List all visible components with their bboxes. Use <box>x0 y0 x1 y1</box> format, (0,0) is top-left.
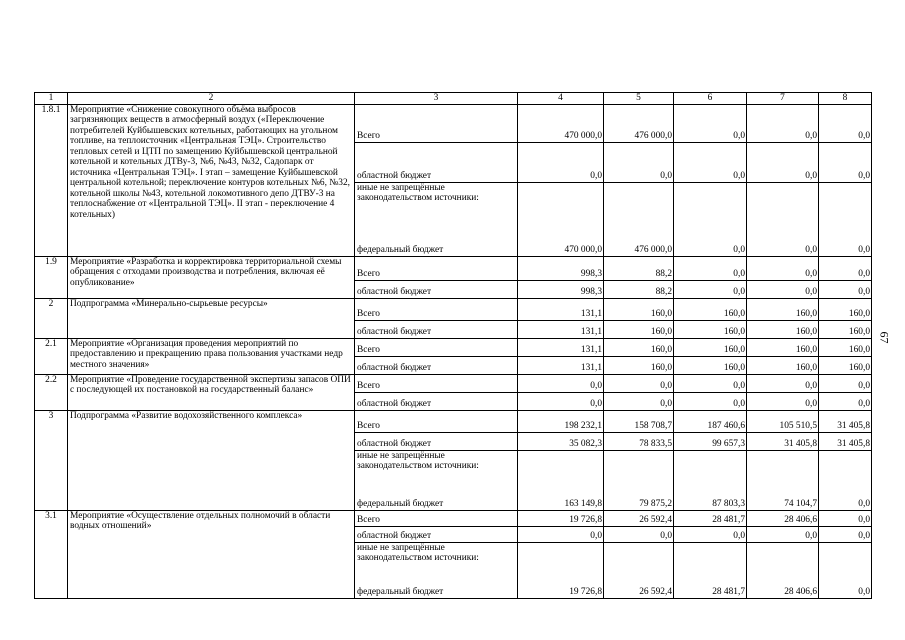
value-cell: 31 405,8 <box>819 432 872 450</box>
value-cell: 160,0 <box>604 298 674 320</box>
value-cell: 35 082,3 <box>518 432 604 450</box>
funding-source: федеральный бюджет <box>355 578 518 598</box>
table-row <box>35 256 872 280</box>
value-cell <box>674 542 747 578</box>
value-cell: 78 833,5 <box>604 432 674 450</box>
value-cell: 160,0 <box>604 338 674 356</box>
value-cell: 79 875,2 <box>604 492 674 510</box>
value-cell: 0,0 <box>747 374 819 392</box>
value-cell <box>747 182 819 234</box>
value-cell: 0,0 <box>604 526 674 542</box>
value-cell: 0,0 <box>819 256 872 280</box>
funding-source: Всего <box>355 374 518 392</box>
funding-source: федеральный бюджет <box>355 492 518 510</box>
value-cell: 28 481,7 <box>674 578 747 598</box>
value-cell: 0,0 <box>747 256 819 280</box>
value-cell <box>747 542 819 578</box>
funding-source: областной бюджет <box>355 356 518 374</box>
header-cell: 5 <box>604 93 674 105</box>
value-cell: 0,0 <box>747 142 819 182</box>
value-cell: 160,0 <box>674 338 747 356</box>
value-cell: 187 460,6 <box>674 410 747 432</box>
value-cell: 0,0 <box>674 142 747 182</box>
table-body <box>35 93 872 599</box>
funding-source: Всего <box>355 338 518 356</box>
value-cell: 31 405,8 <box>819 410 872 432</box>
funding-source: областной бюджет <box>355 432 518 450</box>
value-cell: 160,0 <box>747 338 819 356</box>
item-name: Мероприятие «Снижение совокупного объёма выбросов загрязняющих веществ в атмосферный воздух («Переключение потребителей Куйбышевских котельных, работающих на угольном топливе, на теплоисточник «Центральная ТЭЦ». Строительство тепловых сетей и ЦТП по замещению Куйбышевской центральной котельной и котельных ДТВу-3, №6, №43, №32, Садопарк от источника «Центральная ТЭЦ». I этап – замещение Куйбышевской центральной котельной; переключение контуров котельных №6, №32, котельной школы №43, котельной локомотивного депо ДТВУ-3 на теплоснабжение от «Центральной ТЭЦ». II этап - переключение 4 котельных) <box>68 104 355 256</box>
table-row <box>35 510 872 526</box>
value-cell: 0,0 <box>518 142 604 182</box>
table-row <box>35 104 872 142</box>
value-cell <box>604 182 674 234</box>
table-row <box>35 298 872 320</box>
value-cell: 0,0 <box>819 492 872 510</box>
funding-source: областной бюджет <box>355 526 518 542</box>
value-cell: 160,0 <box>604 356 674 374</box>
value-cell: 160,0 <box>819 298 872 320</box>
value-cell: 160,0 <box>674 320 747 338</box>
value-cell: 0,0 <box>604 374 674 392</box>
value-cell: 0,0 <box>819 234 872 256</box>
value-cell: 0,0 <box>819 392 872 410</box>
header-cell: 3 <box>355 93 518 105</box>
page-number: 67 <box>877 331 892 344</box>
value-cell <box>674 182 747 234</box>
value-cell: 99 657,3 <box>674 432 747 450</box>
value-cell <box>518 542 604 578</box>
item-number: 2.2 <box>35 374 68 410</box>
value-cell: 470 000,0 <box>518 234 604 256</box>
value-cell <box>819 182 872 234</box>
item-number: 3.1 <box>35 510 68 598</box>
value-cell: 160,0 <box>819 320 872 338</box>
item-name: Мероприятие «Разработка и корректировка территориальной схемы обращения с отходами производства и потребления, включая её опубликование» <box>68 256 355 298</box>
value-cell: 28 406,6 <box>747 578 819 598</box>
value-cell: 0,0 <box>747 392 819 410</box>
value-cell: 131,1 <box>518 338 604 356</box>
funding-source: Всего <box>355 104 518 142</box>
value-cell: 198 232,1 <box>518 410 604 432</box>
value-cell: 0,0 <box>518 526 604 542</box>
value-cell: 0,0 <box>674 256 747 280</box>
funding-source: областной бюджет <box>355 320 518 338</box>
item-name: Подпрограмма «Развитие водохозяйственного комплекса» <box>68 410 355 510</box>
value-cell <box>674 450 747 492</box>
value-cell: 160,0 <box>674 356 747 374</box>
table-row <box>35 338 872 356</box>
value-cell: 0,0 <box>604 392 674 410</box>
value-cell: 0,0 <box>674 526 747 542</box>
value-cell <box>518 450 604 492</box>
value-cell: 476 000,0 <box>604 104 674 142</box>
value-cell: 160,0 <box>819 356 872 374</box>
funding-source: иные не запрещённые законодательством источники: <box>355 542 518 578</box>
value-cell: 470 000,0 <box>518 104 604 142</box>
value-cell: 998,3 <box>518 256 604 280</box>
value-cell: 160,0 <box>747 298 819 320</box>
funding-source: областной бюджет <box>355 392 518 410</box>
item-name: Мероприятие «Проведение государственной экспертизы запасов ОПИ с последующей их постановкой на государственный баланс» <box>68 374 355 410</box>
value-cell: 0,0 <box>674 280 747 298</box>
item-number: 2 <box>35 298 68 338</box>
funding-source: областной бюджет <box>355 142 518 182</box>
value-cell: 163 149,8 <box>518 492 604 510</box>
value-cell: 26 592,4 <box>604 510 674 526</box>
header-cell: 7 <box>747 93 819 105</box>
value-cell: 0,0 <box>819 104 872 142</box>
value-cell: 0,0 <box>674 392 747 410</box>
value-cell: 131,1 <box>518 320 604 338</box>
value-cell <box>518 182 604 234</box>
funding-source: иные не запрещённые законодательством источники: <box>355 450 518 492</box>
value-cell: 0,0 <box>518 392 604 410</box>
value-cell: 28 481,7 <box>674 510 747 526</box>
value-cell: 26 592,4 <box>604 578 674 598</box>
header-cell: 4 <box>518 93 604 105</box>
item-name: Мероприятие «Осуществление отдельных полномочий в области водных отношений» <box>68 510 355 598</box>
value-cell: 0,0 <box>674 374 747 392</box>
header-cell: 2 <box>68 93 355 105</box>
value-cell <box>604 542 674 578</box>
value-cell: 88,2 <box>604 256 674 280</box>
value-cell: 19 726,8 <box>518 510 604 526</box>
funding-source: Всего <box>355 510 518 526</box>
value-cell: 0,0 <box>747 104 819 142</box>
item-number: 1.9 <box>35 256 68 298</box>
funding-source: Всего <box>355 410 518 432</box>
value-cell: 0,0 <box>819 374 872 392</box>
funding-source: Всего <box>355 256 518 280</box>
value-cell <box>819 542 872 578</box>
value-cell: 28 406,6 <box>747 510 819 526</box>
value-cell: 0,0 <box>747 526 819 542</box>
value-cell: 160,0 <box>747 356 819 374</box>
header-cell: 8 <box>819 93 872 105</box>
value-cell: 105 510,5 <box>747 410 819 432</box>
table-row <box>35 410 872 432</box>
value-cell: 131,1 <box>518 356 604 374</box>
funding-source: областной бюджет <box>355 280 518 298</box>
value-cell: 0,0 <box>604 142 674 182</box>
value-cell: 476 000,0 <box>604 234 674 256</box>
funding-source: иные не запрещённые законодательством источники: <box>355 182 518 234</box>
value-cell: 0,0 <box>819 280 872 298</box>
value-cell: 160,0 <box>604 320 674 338</box>
value-cell: 0,0 <box>819 510 872 526</box>
value-cell <box>604 450 674 492</box>
value-cell: 19 726,8 <box>518 578 604 598</box>
value-cell: 0,0 <box>819 142 872 182</box>
value-cell: 0,0 <box>747 280 819 298</box>
value-cell: 0,0 <box>518 374 604 392</box>
value-cell: 131,1 <box>518 298 604 320</box>
value-cell: 74 104,7 <box>747 492 819 510</box>
value-cell: 160,0 <box>747 320 819 338</box>
header-cell: 6 <box>674 93 747 105</box>
value-cell: 0,0 <box>674 234 747 256</box>
value-cell <box>747 450 819 492</box>
value-cell: 31 405,8 <box>747 432 819 450</box>
item-number: 1.8.1 <box>35 104 68 256</box>
value-cell: 87 803,3 <box>674 492 747 510</box>
item-name: Подпрограмма «Минерально-сырьевые ресурсы» <box>68 298 355 338</box>
value-cell: 0,0 <box>747 234 819 256</box>
value-cell: 998,3 <box>518 280 604 298</box>
item-name: Мероприятие «Организация проведения мероприятий по предоставлению и прекращению права пользования участками недр местного значения» <box>68 338 355 374</box>
item-number: 2.1 <box>35 338 68 374</box>
value-cell: 88,2 <box>604 280 674 298</box>
header-cell: 1 <box>35 93 68 105</box>
item-number: 3 <box>35 410 68 510</box>
value-cell: 160,0 <box>674 298 747 320</box>
budget-table <box>34 92 872 599</box>
funding-source: федеральный бюджет <box>355 234 518 256</box>
value-cell: 0,0 <box>819 526 872 542</box>
table-row <box>35 374 872 392</box>
value-cell: 0,0 <box>674 104 747 142</box>
header-row <box>35 93 872 105</box>
value-cell <box>819 450 872 492</box>
value-cell: 0,0 <box>819 578 872 598</box>
value-cell: 160,0 <box>819 338 872 356</box>
value-cell: 158 708,7 <box>604 410 674 432</box>
funding-source: Всего <box>355 298 518 320</box>
